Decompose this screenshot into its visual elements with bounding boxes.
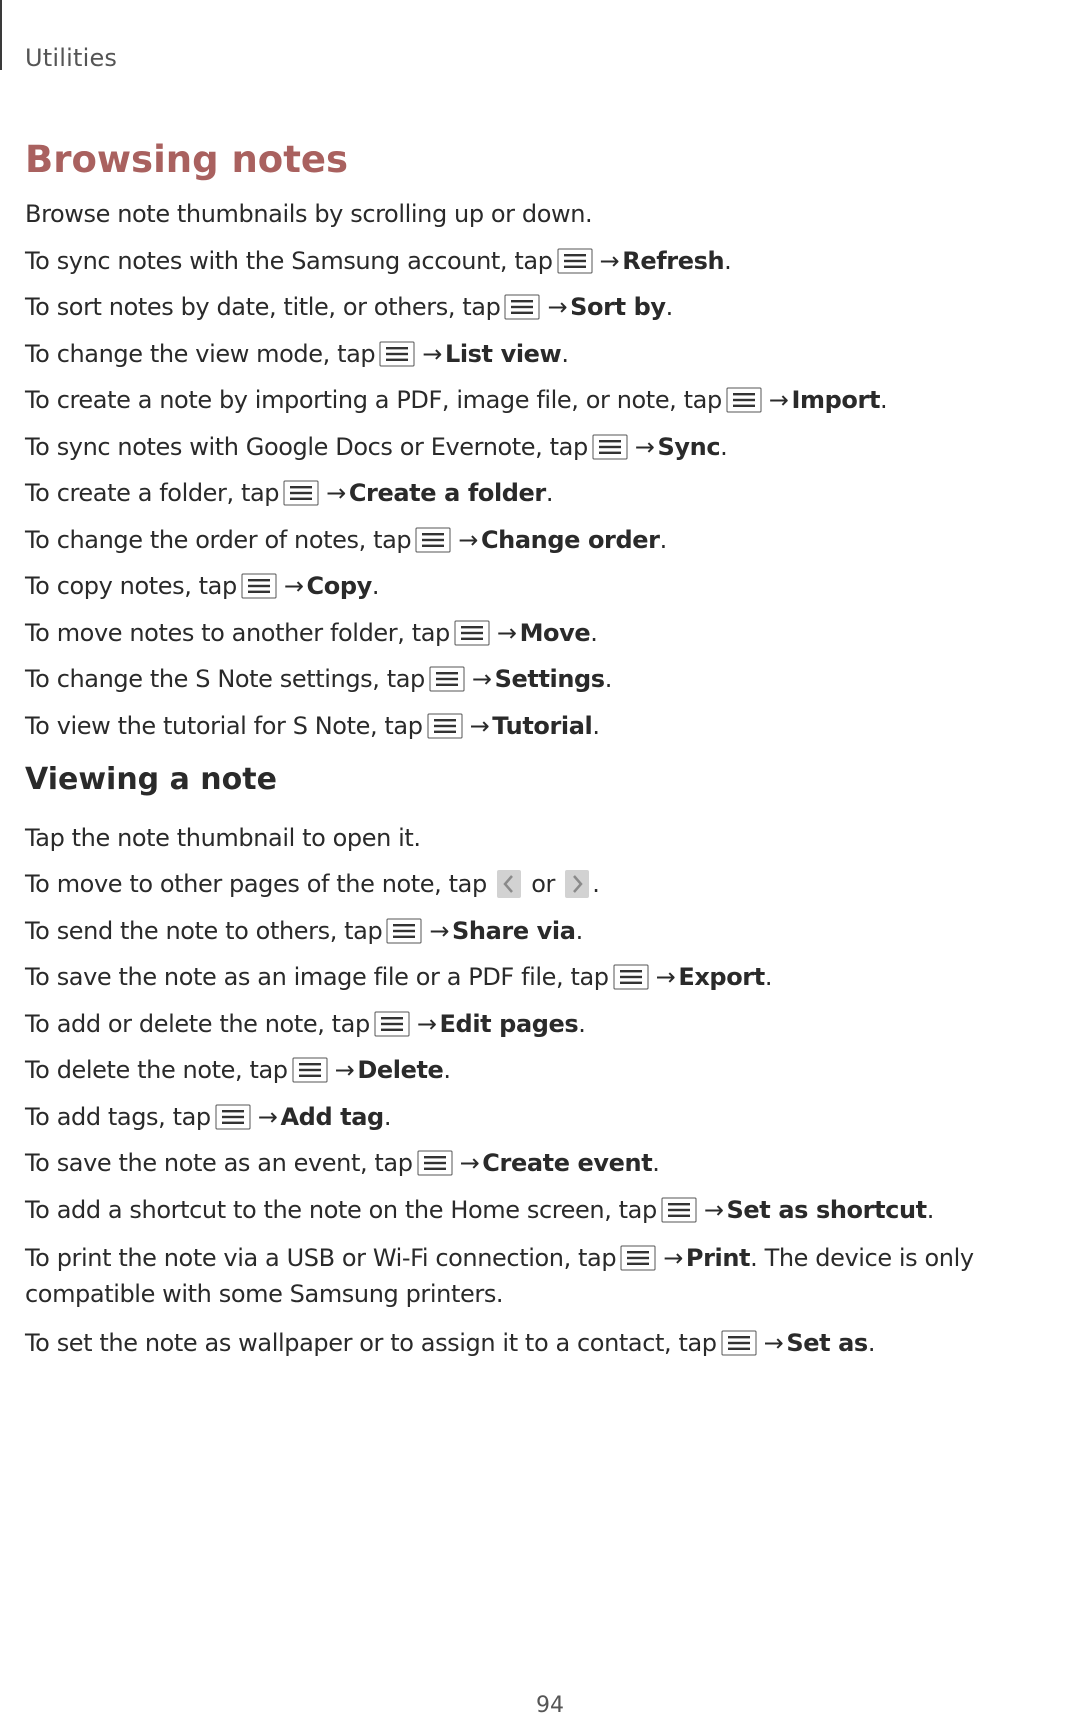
menu-icon xyxy=(415,527,451,553)
subsection-title: Viewing a note xyxy=(25,761,277,797)
instruction-text: To delete the note, tap xyxy=(25,1056,288,1084)
period: . xyxy=(383,1102,392,1131)
menu-option: Set as shortcut xyxy=(726,1195,927,1224)
instruction-text: To move to other pages of the note, tap xyxy=(25,870,487,898)
instruction-text: To save the note as an event, tap xyxy=(25,1149,413,1177)
instruction-line xyxy=(25,961,1072,993)
menu-icon xyxy=(215,1104,251,1130)
arrow: → xyxy=(334,1056,355,1084)
instruction-text: To sort notes by date, title, or others, tap xyxy=(25,293,501,321)
menu-icon xyxy=(379,341,415,367)
last-instruction xyxy=(25,1327,1072,1359)
period: . xyxy=(665,293,673,321)
period: . xyxy=(652,1149,660,1177)
menu-icon xyxy=(417,1150,453,1176)
menu-option: Refresh xyxy=(622,246,725,275)
menu-icon xyxy=(592,434,628,460)
nav-instruction xyxy=(25,868,1072,900)
menu-icon xyxy=(726,387,762,413)
period: . xyxy=(590,618,598,647)
next-page-icon xyxy=(565,870,589,898)
menu-icon xyxy=(386,918,422,944)
menu-option: Settings xyxy=(494,665,605,693)
menu-icon xyxy=(292,1057,328,1083)
menu-option: Move xyxy=(519,618,591,647)
menu-icon xyxy=(283,480,319,506)
viewing-instructions xyxy=(25,915,1072,1226)
menu-option: Change order xyxy=(480,525,660,554)
period: . xyxy=(545,479,554,507)
instruction-text: To send the note to others, tap xyxy=(25,916,383,945)
instruction-line xyxy=(25,431,1072,463)
instruction-text: To add tags, tap xyxy=(25,1102,211,1131)
arrow: → xyxy=(416,1009,437,1038)
period: . xyxy=(867,1328,876,1357)
menu-icon xyxy=(721,1330,757,1356)
menu-option: Delete xyxy=(357,1056,444,1084)
menu-icon xyxy=(241,573,277,599)
period: . xyxy=(371,572,380,600)
menu-option: Share via xyxy=(452,916,576,945)
menu-option: Tutorial xyxy=(492,711,593,740)
instruction-line xyxy=(25,710,1072,742)
menu-option: Create event xyxy=(482,1149,653,1177)
menu-icon xyxy=(374,1011,410,1037)
instruction-line xyxy=(25,338,1072,370)
corner-rule xyxy=(0,0,2,70)
period: . xyxy=(604,665,612,693)
instruction-text: To sync notes with the Samsung account, tap xyxy=(25,246,553,275)
arrow: → xyxy=(458,525,478,554)
menu-icon xyxy=(504,294,540,320)
arrow: → xyxy=(599,246,620,275)
menu-icon xyxy=(613,964,649,990)
period: . xyxy=(575,916,583,945)
menu-icon xyxy=(454,620,490,646)
instruction-text: To copy notes, tap xyxy=(25,572,237,600)
page-content xyxy=(25,138,1072,1373)
instruction-line xyxy=(25,617,1072,649)
instruction-text: To sync notes with Google Docs or Evernote, tap xyxy=(25,432,588,461)
menu-icon xyxy=(557,248,593,274)
instruction-line xyxy=(25,1194,1072,1226)
instruction-line xyxy=(25,384,1072,416)
instruction-text: To create a note by importing a PDF, image file, or note, tap xyxy=(25,386,722,414)
arrow: → xyxy=(634,432,655,461)
instruction-line xyxy=(25,915,1072,947)
instruction-line xyxy=(25,1147,1072,1179)
arrow: → xyxy=(496,618,517,647)
arrow: → xyxy=(459,1149,480,1177)
instruction-text: . xyxy=(592,870,600,898)
arrow: → xyxy=(663,1244,683,1272)
arrow: → xyxy=(547,293,568,321)
instruction-text: To add or delete the note, tap xyxy=(25,1009,370,1038)
instruction-line xyxy=(25,1054,1072,1086)
instruction-line xyxy=(25,291,1072,323)
arrow: → xyxy=(429,916,450,945)
page-number: 94 xyxy=(536,1693,564,1718)
menu-icon xyxy=(620,1245,656,1271)
menu-option: Sync xyxy=(657,432,721,461)
arrow: → xyxy=(763,1328,784,1357)
instruction-line xyxy=(25,570,1072,602)
previous-page-icon xyxy=(497,870,521,898)
menu-option: Edit pages xyxy=(439,1009,579,1038)
menu-option: Export xyxy=(678,963,765,991)
viewing-intro: Tap the note thumbnail to open it. xyxy=(25,823,421,852)
menu-option: Create a folder xyxy=(348,479,546,507)
instruction-line xyxy=(25,477,1072,509)
menu-option: List view xyxy=(444,339,562,368)
period: . xyxy=(880,386,888,414)
arrow: → xyxy=(469,711,490,740)
section-title: Browsing notes xyxy=(25,138,349,181)
instruction-text: To print the note via a USB or Wi-Fi connection, tap xyxy=(25,1244,617,1272)
period: . xyxy=(720,432,728,461)
menu-option: Print xyxy=(685,1244,751,1272)
menu-option: Set as xyxy=(786,1328,868,1357)
arrow: → xyxy=(422,339,442,368)
period: . xyxy=(764,963,773,991)
arrow: → xyxy=(471,665,492,693)
arrow: → xyxy=(655,963,676,991)
menu-icon xyxy=(427,713,463,739)
instruction-text: To change the S Note settings, tap xyxy=(25,665,425,693)
menu-option: Import xyxy=(791,386,881,414)
instruction-line xyxy=(25,1101,1072,1133)
instruction-text: . The device is only compatible with some Samsung printers. xyxy=(25,1244,974,1308)
period: . xyxy=(443,1056,451,1084)
period: . xyxy=(724,246,732,275)
print-instruction xyxy=(25,1240,1072,1312)
menu-option: Copy xyxy=(306,572,372,600)
instruction-text: To change the view mode, tap xyxy=(25,339,376,368)
arrow: → xyxy=(257,1102,278,1131)
instruction-text: or xyxy=(531,870,556,898)
instruction-text: To add a shortcut to the note on the Home screen, tap xyxy=(25,1195,657,1224)
instruction-text: To change the order of notes, tap xyxy=(25,525,412,554)
browsing-instructions xyxy=(25,245,1072,742)
arrow: → xyxy=(703,1195,724,1224)
period: . xyxy=(578,1009,586,1038)
arrow: → xyxy=(768,386,789,414)
instruction-text: To create a folder, tap xyxy=(25,479,280,507)
instruction-line xyxy=(25,524,1072,556)
browsing-intro: Browse note thumbnails by scrolling up or down. xyxy=(25,200,593,228)
arrow: → xyxy=(283,572,304,600)
menu-option: Sort by xyxy=(570,293,666,321)
instruction-line xyxy=(25,245,1072,277)
menu-icon xyxy=(661,1197,697,1223)
instruction-text: To set the note as wallpaper or to assign it to a contact, tap xyxy=(25,1328,717,1357)
instruction-text: To save the note as an image file or a PDF file, tap xyxy=(25,963,609,991)
instruction-line xyxy=(25,1008,1072,1040)
menu-icon xyxy=(429,666,465,692)
menu-option: Add tag xyxy=(280,1102,384,1131)
instruction-text: To move notes to another folder, tap xyxy=(25,618,450,647)
period: . xyxy=(561,339,569,368)
period: . xyxy=(926,1195,934,1224)
period: . xyxy=(659,525,667,554)
arrow: → xyxy=(326,479,346,507)
running-header: Utilities xyxy=(25,44,118,72)
instruction-line xyxy=(25,663,1072,695)
instruction-line xyxy=(25,1327,1072,1359)
period: . xyxy=(592,711,600,740)
instruction-text: To view the tutorial for S Note, tap xyxy=(25,711,423,740)
